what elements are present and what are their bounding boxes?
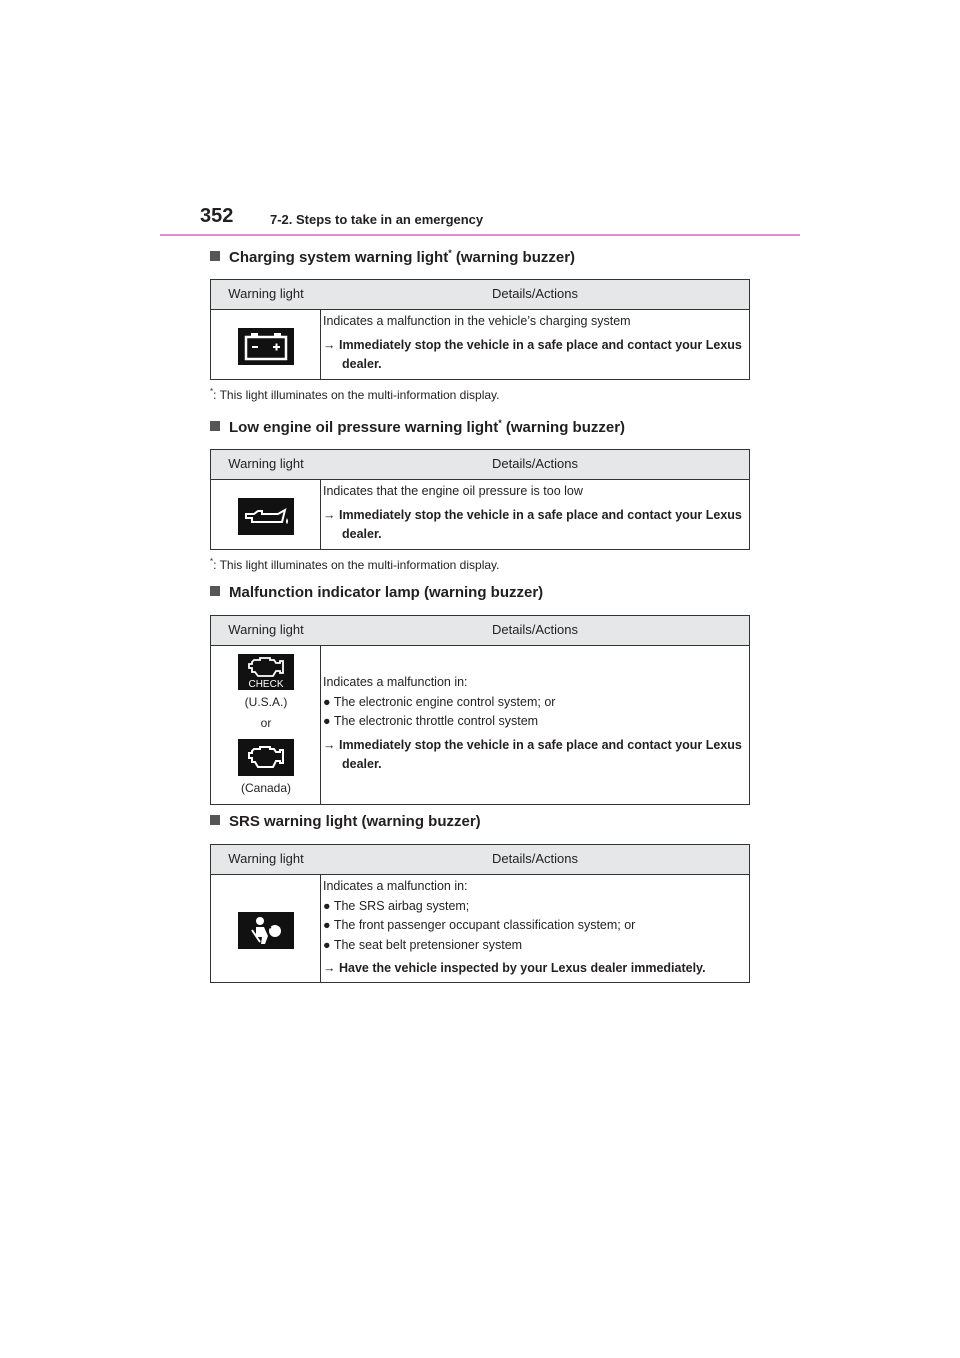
footnote: *: This light illuminates on the multi-information display. [210,557,500,572]
svg-text:CHECK: CHECK [248,679,284,690]
col-warning-light: Warning light [228,456,304,471]
section-heading: Charging system warning light* (warning buzzer) [210,248,575,266]
list-item: ● The electronic engine control system; or [323,694,556,709]
warning-table [210,449,750,550]
warning-table [210,615,750,805]
action-text: → Immediately stop the vehicle in a safe place and contact your Lexus dealer. [323,737,742,771]
caption-canada: (Canada) [240,781,292,795]
action-text: → Have the vehicle inspected by your Lexus dealer immediately. [323,961,706,975]
col-details-actions: Details/Actions [492,851,578,866]
or-text: or [260,716,272,730]
chapter-title: 7-2. Steps to take in an emergency [270,212,484,227]
warning-table [210,279,750,380]
square-bullet-icon [210,586,220,596]
page-header [160,200,800,236]
detail-text: Indicates a malfunction in the vehicle’s charging system [323,314,631,328]
col-warning-light: Warning light [228,851,304,866]
battery-icon [238,328,294,365]
section-heading: SRS warning light (warning buzzer) [210,813,481,830]
col-details-actions: Details/Actions [492,286,578,301]
col-warning-light: Warning light [228,622,304,637]
footnote: *: This light illuminates on the multi-information display. [210,387,500,402]
square-bullet-icon [210,251,220,261]
warning-table [210,844,750,983]
list-item: ● The electronic throttle control system [323,714,539,728]
action-text: → Immediately stop the vehicle in a safe place and contact your Lexus dealer. [323,337,742,371]
srs-airbag-icon [238,912,294,949]
page-number: 352 [200,205,234,227]
list-item: ● The front passenger occupant classification system; or [323,918,636,932]
oil-can-icon [238,498,294,535]
list-item: ● The seat belt pretensioner system [323,937,523,952]
detail-text: Indicates a malfunction in: [323,879,468,893]
col-details-actions: Details/Actions [492,622,578,637]
engine-icon [238,739,294,776]
detail-text: Indicates that the engine oil pressure is too low [323,484,583,498]
check-engine-icon [238,654,294,690]
detail-text: Indicates a malfunction in: [323,675,468,689]
action-text: → Immediately stop the vehicle in a safe place and contact your Lexus dealer. [323,507,742,541]
col-details-actions: Details/Actions [492,456,578,471]
caption-usa: (U.S.A.) [244,695,288,709]
section-heading: Low engine oil pressure warning light* (warning buzzer) [210,418,625,436]
square-bullet-icon [210,421,220,431]
list-item: ● The SRS airbag system; [323,898,470,913]
square-bullet-icon [210,815,220,825]
section-heading: Malfunction indicator lamp (warning buzzer) [210,584,543,601]
col-warning-light: Warning light [228,286,304,301]
